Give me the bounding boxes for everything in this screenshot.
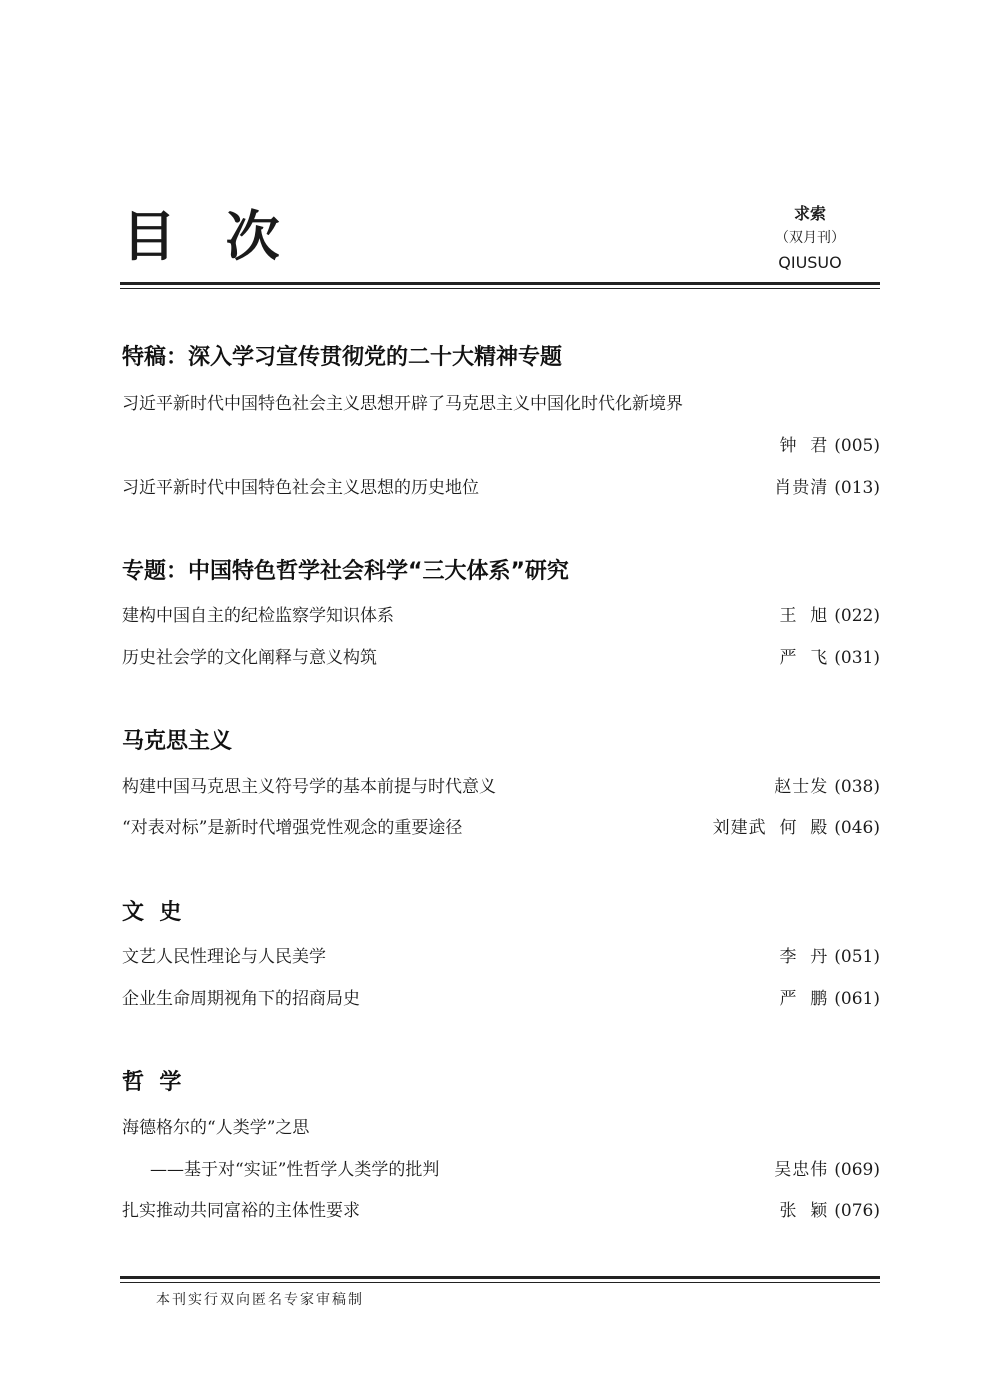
article-byline [779, 644, 880, 672]
article-author: 张 颖 [779, 1201, 829, 1221]
toc-entry[interactable] [122, 1114, 880, 1142]
toc-entry[interactable] [122, 773, 880, 801]
article-page: (031) [834, 648, 880, 668]
article-title: 历史社会学的文化阐释与意义构筑 [122, 648, 377, 668]
article-author: 李 丹 [779, 947, 829, 967]
footer-rule-thick [120, 1276, 880, 1279]
article-byline [779, 432, 880, 460]
article-page: (038) [834, 777, 880, 797]
toc-entry[interactable] [122, 814, 880, 842]
article-subtitle: ——基于对“实证”性哲学人类学的批判 [150, 1160, 440, 1180]
article-author: 吴忠伟 [774, 1160, 829, 1180]
article-title: 扎实推动共同富裕的主体性要求 [122, 1201, 360, 1221]
article-byline [779, 943, 880, 971]
article-author: 严 飞 [779, 648, 829, 668]
article-byline [774, 1156, 880, 1184]
article-title: 海德格尔的“人类学”之思 [122, 1118, 310, 1138]
footer-rule-thin [120, 1282, 880, 1283]
article-byline [774, 773, 880, 801]
article-title: 文艺人民性理论与人民美学 [122, 947, 326, 967]
article-author: 严 鹏 [779, 989, 829, 1009]
toc-entry-continuation[interactable] [122, 432, 880, 460]
peer-review-note: 本刊实行双向匿名专家审稿制 [156, 1292, 364, 1308]
article-page: (061) [834, 989, 880, 1009]
article-byline [774, 474, 880, 502]
article-byline [779, 602, 880, 630]
article-page: (076) [834, 1201, 880, 1221]
toc-entry[interactable] [122, 985, 880, 1013]
toc-entry[interactable] [122, 390, 880, 418]
article-title: 企业生命周期视角下的招商局史 [122, 989, 360, 1009]
article-title: 习近平新时代中国特色社会主义思想的历史地位 [122, 478, 479, 498]
article-page: (069) [834, 1160, 880, 1180]
journal-english-name: QIUSUO [778, 253, 842, 272]
journal-masthead [740, 203, 880, 275]
article-page: (013) [834, 478, 880, 498]
page-title: 目 次 [122, 205, 284, 268]
header-rule-thick [120, 282, 880, 285]
section-heading-marxism: 马克思主义 [122, 729, 233, 754]
journal-name: 求索 [793, 204, 826, 223]
article-title: “对表对标”是新时代增强党性观念的重要途径 [122, 818, 463, 838]
article-page: (022) [834, 606, 880, 626]
section-heading-special-feature: 特稿：深入学习宣传贯彻党的二十大精神专题 [122, 345, 563, 370]
article-page: (005) [834, 436, 880, 456]
article-author: 刘建武 何 殿 [712, 818, 829, 838]
article-title: 习近平新时代中国特色社会主义思想开辟了马克思主义中国化时代化新境界 [122, 394, 683, 414]
article-page: (051) [834, 947, 880, 967]
section-heading-philosophy: 哲 学 [122, 1070, 182, 1095]
article-byline [779, 985, 880, 1013]
section-heading-literature-history: 文 史 [122, 900, 182, 925]
journal-frequency: （双月刊） [775, 230, 845, 246]
toc-entry[interactable] [122, 943, 880, 971]
toc-entry-subtitle-line[interactable] [122, 1156, 880, 1184]
article-author: 肖贵清 [774, 478, 829, 498]
article-title: 构建中国马克思主义符号学的基本前提与时代意义 [122, 777, 496, 797]
article-author: 钟 君 [779, 436, 829, 456]
toc-entry[interactable] [122, 602, 880, 630]
article-author: 赵士发 [774, 777, 829, 797]
toc-entry[interactable] [122, 474, 880, 502]
header-rule-thin [120, 288, 880, 289]
article-byline [713, 814, 880, 842]
toc-entry[interactable] [122, 644, 880, 672]
article-author: 王 旭 [779, 606, 829, 626]
article-title: 建构中国自主的纪检监察学知识体系 [122, 606, 394, 626]
toc-entry[interactable] [122, 1197, 880, 1225]
article-byline [779, 1197, 880, 1225]
section-heading-three-systems: 专题：中国特色哲学社会科学“三大体系”研究 [122, 559, 569, 584]
article-page: (046) [834, 818, 880, 838]
